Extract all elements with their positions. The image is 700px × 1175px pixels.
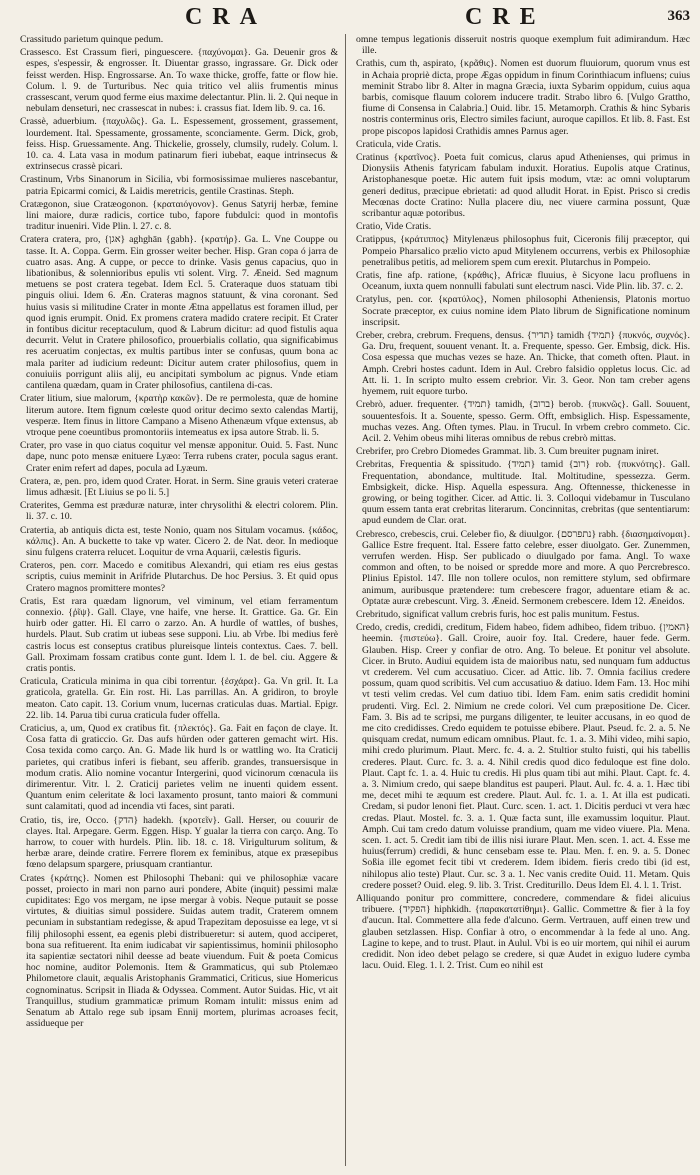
dictionary-entry <box>20 116 338 172</box>
entry-body: aduer. frequenter. {תמיד} tamidh, {ברוב} berob. {πυκνῶς}. Gall. Souuent, souuentesfois. It a. Souente, spesso. Germ. Offt, embsiglich. Hisp. Espessamente, muchas vezes. Ang. Often tymes. Plau. in Trucul. In vrbem crebro commeto. Cic. Acil. 2. Vehim obeus mihi literas omnibus de rebus crebrò mittas. <box>362 399 690 444</box>
dictionary-entry <box>20 560 338 594</box>
entry-headword: Cratio, <box>20 814 47 826</box>
entry-headword: Crebritudo, <box>356 608 401 620</box>
entry-headword: Crebrifer, <box>356 446 394 458</box>
entry-headword: Cratinus <box>356 152 389 164</box>
entry-headword: Craterites, <box>20 500 61 512</box>
dictionary-entry <box>356 139 690 150</box>
dictionary-entry <box>20 815 338 871</box>
entry-body: pen. corr. Macedo e comitibus Alexandri, qui etiam res eius gestas scriptis, cuius meminit in Arifride Plutarchus. De hoc Persius. 3. Et quid opus Cratero magnos promittere montes? <box>26 560 338 594</box>
entry-body: cum th, aspirato, {κρᾶθις}. Nomen est duorum fluuiorum, quorum vnus est in Achaia propriè dicta, prope Ægas oppidum in finum Corinthiacum influens; cuius meminit Strabo libr 8. Alter in magna Græcia, iuxta Sybarim oppidum, cuius aqua barbis, comisque flauum colorem inducere tradit. Strabo libro 6. [Vulgo Grattho, fiume di Consensa in Calabria.] Ouid. libr. 15. Metamorph. Crathis & hinc Sybaris nostris conterminus oris, Electro similes faciunt, auroque capillos. Et lib. 8. Fast. Est prope piscopos lapidosi Crathidis amnes Parnus ager. <box>362 58 690 137</box>
entry-body: pro vase in quo ciatus coquitur vel mensæ apponitur. Ouid. 5. Fast. Nunc dape, nunc poto mensæ enituere Lyæo: Terra rubens crater, pocula sagus erant. Crater enim refert ad dapes, pocula ad Lyæum. <box>26 440 338 474</box>
entry-body: aduerbium. {παχυλῶς}. Ga. L. Espessement, grossement, grassement, lourdement. Ital. Spessamente, grossamente, sconciamente. Germ. Dick, grob, feiss. Hisp. Gruessamente. Ang. Thickelie, grossely, clumsily, rudely. Colum. l. 10. ca. 4. Lata vasa in modum patinarum fieri iubebat, eaque intrinsecus & extrinsecus crassè picari. <box>26 116 338 173</box>
dictionary-entry <box>356 446 690 457</box>
dictionary-entry <box>20 676 338 721</box>
entry-headword: Crassesco. <box>20 47 62 59</box>
entry-headword: Crastinum, <box>20 174 63 186</box>
dictionary-entry <box>20 525 338 559</box>
header-right-guideword: CRE <box>465 4 546 30</box>
entry-body: vide Cratis. <box>396 138 442 150</box>
entry-body: cratera, pro, {אגן} aghghān {gabh}. {κρατήρ}. Ga. L. Vne Couppe ou tasse. It. A. Coppa. Germ. Ein grosser weiter becher. Hisp. Gran copa ó jarra de cuatro asas. Ang. A cuppe, or pecce to drinke. Vasis genus capacius, quo in libationibus, & solennioribus epulis vti solent. Virg. 7. Æneid. Sed magnum metuens se post cratera tegebat. Idem Ecl. 5. Crateraque duos statuam tibi pinguis oliui. Idem 6. Æn. Crateras magnos statuunt, & vina coronant. Sed huius vasis si militudine Crater in monte Ætna appellatus est foramen illud, per quod ignis erumpit. Onid. Ex promens cratera madido cratere recipit. Et Crater in fontibus dicitur receptaculum, quod & Labrum dicitur: ad quod fistulis aqua decurrit. Velut in Cratere philosofico, prouerbialis collatio, qua significabimus res aceruatim conjectas, ex multis partibus inter se confusas, quum bona ac mala pariter ad iudicium redeunt: Dicitur autem crater philosofius, quem in conuiuiis porrigunt aliis alij, eu ancipitati symbolum ac pignus. Vnde etiam cantilena quædam, quam in Crater philosofius, cantilena di-cas. <box>26 234 338 392</box>
dictionary-entry <box>20 723 338 813</box>
entry-body: Est Crassum fieri, pinguescere. {παχύνομαι}. Ga. Deuenir gros & espes, s'espessir, & engrosser. It. Diuentar grasso, ingrassare. Gr. Dick oder feisst werden. Hisp. Engrossarse. An. To waxe thicke, groffe, fatte or flow hie. Colum. l. 9. de Turturibus. Nec quia tritico vel aliis frumentis minus crassescant, verum quod ferme eius maxime delectantur. Plin. li. 2. Qui neque in nebulam denseturi, nec crassescat in nubes: i. crassus fiat. Idem lib. 9. ca. 16. <box>26 47 338 115</box>
entry-body: significat vallum crebris furis, hoc est palis munitum. Festus. <box>402 608 640 620</box>
dictionary-entry <box>356 609 690 620</box>
dictionary-entry <box>356 58 690 136</box>
entry-body: crebra, crebrum. Frequens, densus. {תדיר} tamidh {תמיד} {πυκνός, συχνός}. Ga. Dru, frequent, souuent venant. It. a. Frequente, spesso. Ger. Embsig, dick. His. Cosa espessa que muchas vezes se haze. An. Thicke, that cometh often. Plaut. in Amph. Crebri hostes cadunt. Idem in Aul. Crebro falsidio oppletus locus. Cic. ad Att. li. 1. In scripto multo essem crebrior. Vir. 3. Geor. Non tam creber agens hyemem, ruit equore turbo. <box>362 330 690 398</box>
dictionary-entry <box>356 330 690 397</box>
entry-headword: Craticula, <box>20 676 58 688</box>
entry-body: credis, credidi, creditum, Fidem habeo, fidem adhibeo, fidem tribuo. {האמין} heemin. {πιστεύω}. Gall. Croire, auoir foy. Ital. Credere, hauer fede. Germ. Glauben. Hisp. Creer y confiar de otro. Ang. To beleue. Et ponitur vel absolute. Cicer. in Bruto. Audiui equidem ista de maioribus natu, sed nunquam fum adductus vt crederem. Vel cum accusatiuo. Cicer. ad Attic. lib. 7. Omnia facilius credere possum, quam quod scribitis. Vel cum accusatiuo & datiuo. Idem Fam. 13. Hoc mihi vt testi velim credas. Vel cum datiuo tibi. Idem Fam. enim satis credidit homini prudenti. Virg. Ecl. 2. Nimium ne crede colori. Vel cum præpositione De. Cicer. Fam. 3. Bis ad te scripsi, me purgans diligenter, te leuiter accusans, in eo quod de me cito credidisses. Credo equidem te potuisse ebibere. Plaut. Pseud. fc. 2. a. 5. Ne quisquam credat, numum edicam omnibus. Plaut. fc. 1. a. 3. Mihi video, mihi sapio, mihi credo plurimum. Plaut. Merc. fc. 4. a. 2. Stultior stulto fuisti, qui his tabellis crederes. Plaut. Curc. fc. 3. a. 4. Nihil credis quod dico feduloque est fine dolo. Plaut. Capt fc. 1. a. 4. Huic tu credis. Hi plus quam tibi aut mihi. Plaut. Capt. fc. 4. a. 3. Nimium credo, qui saepe blanditus est pauperi. Plaut. Aul. fc. 4. a. 1. Hæc tibi me, decet mihi te æquum est credere. Plaut. Aul. fc. 1. a. 1. At illa est pudicati. Credam, si pudor lenoni fiet. Plaut. Curc. scen. 1. act. 1. Dicitis perduci vt vera hæc credas. Plaut. Mostel. fc. 3. a. 1. Quæ facta sunt, ille examussim loquitur. Plaut. Amph. Cui tam credo datum voluisse prandium, quam me video viuere. Pla. Mena. scen. 1. act. 5. Credit iam tibi de illis nisi iurare Plaut. Men. scen. 1. act. 4. Esse me huius(ferrum) credidi, & hunc censebam esse te. Plau. Men. f. en. 9. a. 5. Donec Soßia ille egomet fecit tibi vt crederem. Idem ibidem. fieris credo tibi (id est, nihilopus alio teste) Plaut. Cur. sc. 3 a. 1. Nec vanis credite Ouid. 11. Metam. Quis credere posset? Ouid. eleg. 9. lib. 3. Trist. Crediturillo. Deus Idem El. 4. l. 1. Trist. <box>362 622 690 891</box>
right-column <box>356 34 690 1168</box>
dictionary-entry <box>20 34 338 45</box>
entry-headword: Crebritas, <box>356 459 394 471</box>
entry-body: {κράτιππος} Mitylenæus philosophus fuit, Ciceronis filij præceptor, qui Pompeio Pharsalico prælio victo apud Mitylenem occurrens, verbis ex Philosophiæ penetralibus petitis, ad meliorem spem cum erexit. Plutarchus in Pompeio. <box>362 234 690 268</box>
entry-headword: Cratis, <box>20 595 46 607</box>
entry-headword: Craticula, <box>356 138 394 150</box>
entry-headword: Cratera, <box>20 475 51 487</box>
dictionary-entry <box>356 34 690 56</box>
entry-body: Frequentia & spissitudo. {תמיד} tamid {רוב} rob. {πυκνότης}. Gall. Frequentation, abondance, multitude. Ital. Moltitudine, spessezza. Germ. Embsigkeit, dicke. Hisp. Aquella espessura. Ang. Oftennesse, thickenesse in growing, or being togither. Cicer. ad Attic. li. 3. Colloqui videbamur in Tusculano quum essem tanta erat crebritas literarum. Concinnitas, crebritas (que sententiarum: apud eundem de Clar. orat. <box>362 459 690 527</box>
entry-body: {κρατῖνος}. Poeta fuit comicus, clarus apud Athenienses, qui primus in Dionysiis Athenis fatyricam fabulam induxit. Horatius. Eupolis atque Cratinus, Aristophanesque poetæ. Hic autem fuit ipsis modum, vtæ: ac omni voluptarum generi deditus, præcipue ebrietati: ad quod alludit Horat. in Epist. Prisco si credis Mecœnas docte Cratino: Nulla placere diu, nec viuere carmina possunt, Quæ scribantur aquæ potoribus. <box>362 152 690 220</box>
entry-body: ab antiquis dicta est, teste Nonio, quam nos Situlam vocamus. {κάδος, κάλπις}. An. A buckette to take vp water. Cicero 2. de Nat. deor. In medioque sinu fulgens craterra relucet. Loquitur de vrna Aquarii, cælestis figuris. <box>26 524 338 558</box>
running-header <box>0 0 700 34</box>
entry-body: parietum quinque pedum. <box>63 34 164 45</box>
entry-body: Craticula minima in qua cibi torrentur. {ἐσχάρα}. Ga. Vn gril. It. La graticola, gratella. Gr. Ein rost. Hi. Las parrillas. An. A gridiron, to broyle meaton. Cato capit. 13. Corium vnum, lucernas craticulas duas. Martial. Epigr. 22. lib. 14. Parua tibi curua craticula fuder offella. <box>26 676 338 721</box>
entry-body: omne tempus legationis disseruit nostris quoque exemplum fuit adimirandum. Hæc ille. <box>356 34 690 57</box>
dictionary-entry <box>356 529 690 607</box>
dictionary-entry <box>20 500 338 522</box>
entry-headword: Craticius, <box>20 722 58 734</box>
entry-body: ponitur pro committere, concredere, commendare & fidei alicuius tribuere. {הפקיד} hiphkidh. {παρακατατίθημι}. Gallic. Commettre & fier à la foy d'aucun. Ital. Commettere alla fede d'alcuno. Germ. Vertrauen, auff einen trew und glauben setzlassen. Hisp. Confiar à otro, o encommendar à la fede al uno. Ang. Lagine to kepe, and to trust. Plaut. in Aulul. Vbi is eo uir mortem, qui nihil ei aurum credidit. Non ideo debet pelago se credere, si quæ Audet in exiguo ludere cymba lacu. Ouid. Eleg. 1. l. 2. Trist. Cum eo nihil est <box>362 893 690 972</box>
entry-headword: Credo, <box>356 622 383 634</box>
entry-body: æ, pen. pro, idem quod Crater. Horat. in Serm. Sine grauis veteri craterae limus adhæsit. [Et Liuius se po li. 5.] <box>26 475 338 498</box>
dictionary-entry <box>356 893 690 971</box>
entry-body: Est rara quædam lignorum, vel viminum, vel etiam ferramentum connexio. {ῥῖψ}. Gall. Claye, vne haife, vne herse. It. Grattice. Ga. Gr. Ein huirb oder gatter. Hi. El carro o zarzo. An. A hurdle of wattles, of bushes, hurdels. Plaut. Sub cratim ut iubeas sese supponi. Liu. ab Vrbe. Ibi medius ferè castris locus est conseptus cratibus plureisque linteis contextus. Caes. 7. bell. Gall. Proximam fossam cratibus conte gunt. Idem l. 1. de bel. ciu. Aggere & cratis pontis. <box>26 595 338 674</box>
entry-headword: Crater <box>20 393 45 405</box>
entry-body: pen. cor. {κρατύλος}, Nomen philosophi Atheniensis, Platonis mortuo Socrate præceptor, ex cuius nomine idem Plato librum de Significatione nominum inscripsit. <box>362 294 690 328</box>
entry-headword: Cratis, <box>356 270 382 282</box>
column-divider <box>345 34 346 1166</box>
entry-body: siue Cratæogonon. {κραταιόγονον}. Genus Satyrij herbæ, femine lini maiore, duræ radicis, cortice tubo, fapore fubdulci: quod in montofis traditur inueniri. Vide Plin. l. 27. c. 8. <box>26 198 338 233</box>
header-left-guideword: CRA <box>185 4 267 30</box>
entry-headword: Cratio, <box>356 221 383 233</box>
entry-headword: Crebresco, <box>356 528 398 540</box>
left-column <box>20 34 338 1168</box>
entry-body: Vrbs Sinanorum in Sicilia, vbi formosissimae mulieres nascebantur, patria Epicarmi comici, & Laidis meretricis, gentile Crastinas. Steph. <box>26 174 338 197</box>
entry-body: pro Crebro Diomedes Grammat. lib. 3. Cum breuiter pugnam iniret. <box>395 446 659 458</box>
dictionary-entry <box>356 234 690 268</box>
entry-headword: Alliquando <box>356 893 400 905</box>
page-number: 363 <box>667 8 690 24</box>
entry-body: crebescis, crui. Celeber fio, & diuulgor. {נתפרסם} rabh. {διασημαίνομαι}. Gallice Estre frequent. Ital. Essere fatto celebre, esser diuolgato. Ger. Zunemmen, verrufen werden. Hisp. Ser publicado o diuulgado por fama. Angl. To waxe common and often, to be noised or spredde more and more. A quo Percrebresco. Plinius Epistol. 147. Ille non tollere oculos, non remittere stylum, sed obfirmare animum, auribusque prætendere: tum crebescere fragor, aduentare etiam & ac. Optatæ auræ crebescunt. Virg. 3. Æneid. Sermonem crebescere. Idem 12. Æneidos. <box>362 528 690 607</box>
entry-headword: Creber, <box>356 330 385 342</box>
dictionary-entry <box>20 234 338 391</box>
dictionary-entry <box>356 152 690 219</box>
entry-headword: Crateros, <box>20 560 56 572</box>
entry-body: Gemma est præduræ naturæ, inter chrysolithi & electri colorem. Plin. li. 37. c. 10. <box>26 500 338 523</box>
entry-body: tis, ire, Occo. {הדק} hadekh. {κροτεῖν}. Gall. Herser, ou couurir de clayes. Ital. Arpegare. Germ. Eggen. Hisp. Y gualar la tierra con carço. Ang. To harrow, to couer with hurdels. Plin. lib. 18. c. 18. Virigulturum solitum, & herbæ arare, deinde cratire. Ferrere florem ex feminibus, atque ex præsepibus fœno delapsum spargere, priusquam crantiantur. <box>26 814 338 871</box>
entry-body: {κράτης}. Nomen est Philosophi Thebani: qui ve philosophiæ vacare posset, proiecto in mari non parno auri pondere, Abite (inquit) pessimi malæ cupiditates: Ego vos mergam, ne ipse mergar à vobis. Neque putauit se posse virtutes, & diuitias simul possidere. Suidas autem tradit, Craterem omnem pecuniam in substantiam redegisse, & apud Trapezitam deposuisse ea lege, vt si filij philosophi essent, ea egenis plebi distribueretur: si autem, quod acciperet, bona sua refituerent. Ita enim iudicabat vir sapientissimus, hominii philosopho ita sapientiæ sectatori nihil deesse ad beate viuendum. Fuit & poeta Comicus hoc nomine, auditor Polemonis. Item & Grammaticus, qui sub Ptolemæo Philometore clauit, æqualis Aristophanis Grammatici, Criticus, siue Homericus cognominatus. Scripsit in Iliada & Odyssea. Comment. Autor Suidas. Hic, vt ait Tranquillus, studium grammaticæ primum Romam intulit: missus enim ad Senatum ab Attalo rege sub ipsam Ennij mortem, plurimas acroases fecit, assidueque per <box>26 872 338 1030</box>
entry-headword: Crater, <box>20 440 47 452</box>
dictionary-entry <box>20 476 338 498</box>
dictionary-entry <box>20 174 338 196</box>
entry-headword: Crathis, <box>356 58 387 70</box>
entry-headword: Cratylus, <box>356 294 392 306</box>
entry-headword: Cratertia, <box>20 524 57 536</box>
dictionary-entry <box>20 393 338 438</box>
dictionary-entry <box>356 270 690 292</box>
dictionary-entry <box>356 399 690 444</box>
dictionary-entry <box>20 440 338 474</box>
entry-headword: Cratera <box>20 234 49 246</box>
entry-headword: Crebrò, <box>356 399 386 411</box>
entry-headword: Cratægonon, <box>20 198 70 210</box>
dictionary-entry <box>20 873 338 1030</box>
entry-headword: Crassitudo <box>20 34 62 45</box>
entry-body: Vide Cratis. <box>384 221 432 233</box>
entry-body: litium, siue malorum, {κρατὴρ κακῶν}. De re permolesta, quæ de homine literum autore. Item fignum cœleste quod oritur decimo sexto calendas Martij, vesperæ. Item finus in littore Campano a Miseno Athenæum vfque extensus, ab vtroque pene coeuntibus promontoriis intemeatus ex ipsa autore Strab. li. 5. <box>26 393 338 438</box>
entry-body: a, um, Quod ex cratibus fit. {πλεκτός}. Ga. Fait en façon de claye. It. Cosa fatta di graticcio. Gr. Das aufs hürden oder gatteren gemacht wirt. His. Cosa texida como carço. An. G. Made lik hurd ls or wattling wo. Ita Craticij parietes, qui cratibus inferi is fiebant, seu afferib. grandes, transuersisque in modum cratis. Alio nomine vocantur Intergerini, quod vicinorum cœnacula iis dirimerentur. Vitr. l. 2. Craticij parietes velim ne inuenti quidem essent. Quantum enim celeritate & loci laxamento prosunt, tanto maiori & communi sunt calamitati, quod ad incendia vti faces, sint parati. <box>26 722 338 813</box>
entry-headword: Crassè, <box>20 116 49 128</box>
dictionary-entry <box>356 294 690 328</box>
dictionary-entry <box>20 199 338 233</box>
dictionary-entry <box>356 459 690 526</box>
entry-headword: Crates <box>20 872 45 884</box>
dictionary-entry <box>356 622 690 891</box>
dictionary-entry <box>20 596 338 674</box>
dictionary-entry <box>20 47 338 114</box>
entry-body: fine afp. ratione, {κράθις}, Africæ fluuius, è Sicyone lacu profluens in Oceanum, iuxta quem nonnulli fabulati sunt electrum nasci. Vide Plin. lib. 37. c. 2. <box>362 270 690 293</box>
dictionary-entry <box>356 221 690 232</box>
entry-headword: Cratippus, <box>356 234 397 246</box>
